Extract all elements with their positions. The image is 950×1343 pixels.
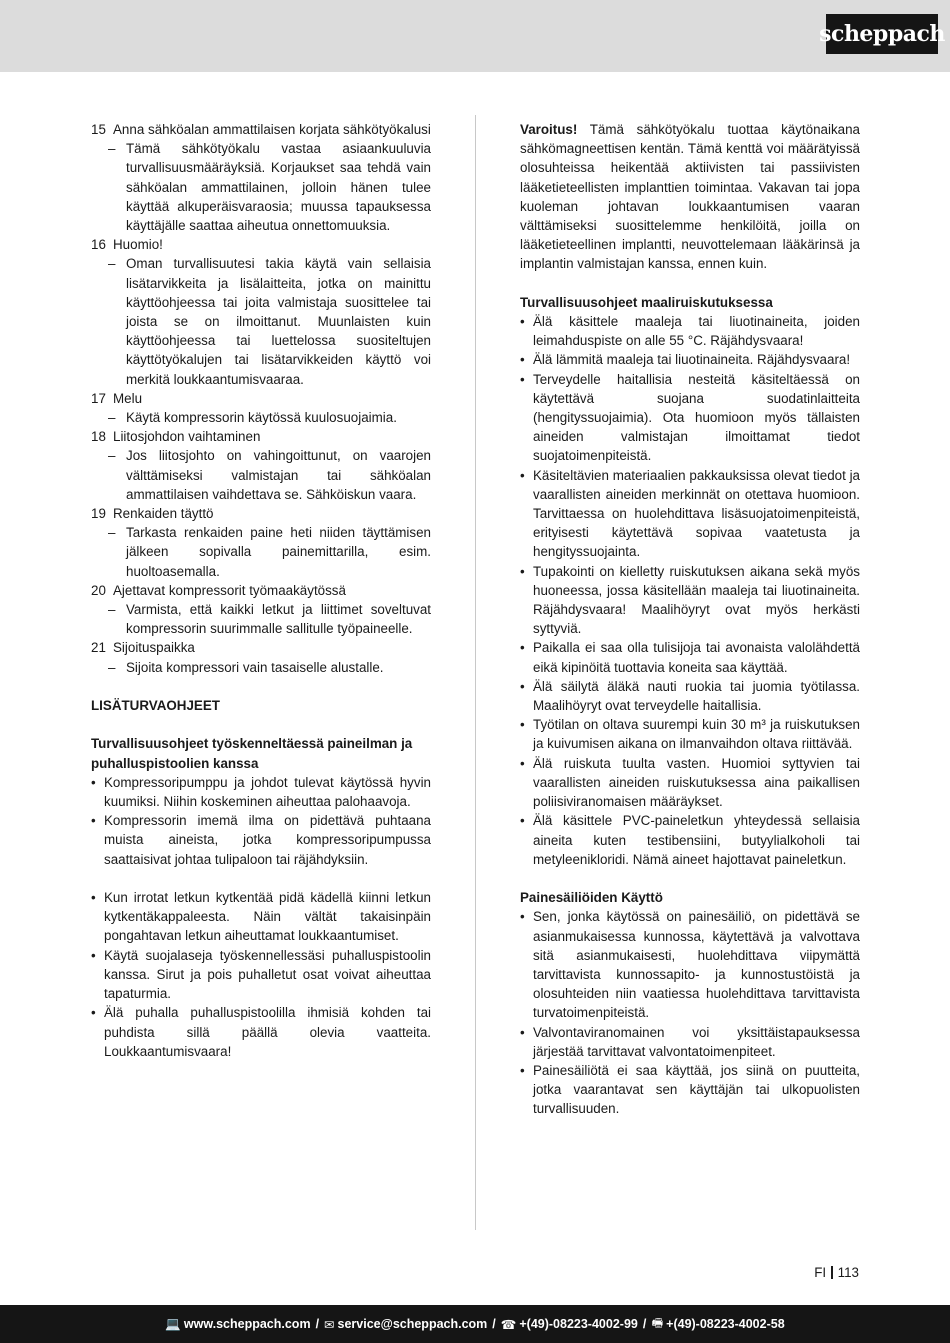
left-column xyxy=(91,120,431,1061)
list-item-20: 20 Ajettavat kompressorit työmaakäytössä xyxy=(91,582,346,598)
right-column xyxy=(520,120,860,1119)
bullet-item: • Kompressorin imemä ilma on pidettävä puhtaana muista aineista, jotka kompressoripumpussa saattaisivat johtaa tulipaloon tai räjähdyksiin. xyxy=(91,813,431,867)
column-divider xyxy=(475,115,476,1230)
list-item-17: 17 Melu xyxy=(91,390,143,406)
bullet-item: • Kun irrotat letkun kytkentää pidä kädellä kiinni letkun kytkentäkappaleesta. Näin vältät takaisinpäin pongahtavan letkun aiheuttamat loukkaantumiset. xyxy=(91,890,431,944)
bullet-item: • Älä käsittele maaleja tai liuotinaineita, joiden leimahduspiste on alle 55 °C. Räjähdysvaara! xyxy=(520,314,860,349)
bullet-item: • Painesäiliötä ei saa käyttää, jos siinä on puutteita, jotka vaarantavat sen käyttäjän tai ulkopuolisten turvallisuuden. xyxy=(520,1062,860,1117)
sub-item: – Sijoita kompressori vain tasaiselle alustalle. xyxy=(108,659,384,675)
warning-label: Varoitus! xyxy=(520,122,578,137)
footer-website[interactable]: www.scheppach.com xyxy=(183,1317,311,1331)
sub-item: – Jos liitosjohto on vahingoittunut, on vaarojen välttämiseksi valmistajan tai sähköalan ammattilaisen vaihdettava se. Sähköiskun vaara. xyxy=(108,448,431,502)
sub-item: – Tarkasta renkaiden paine heti niiden täyttämisen jälkeen sopivalla painemittarilla, esim. huoltoasemalla. xyxy=(108,525,431,579)
bullet-item: • Käsiteltävien materiaalien pakkauksissa olevat tiedot ja vaarallisten aineiden merkinnät on otettava huomioon. Tarvittaessa on huolehdittava lisäsuojatoimenpiteistä, erityisesti käytettävä sopivaa vaatetusta ja hengityssuojainta. xyxy=(520,467,860,560)
phone-icon: ☎ xyxy=(500,1317,517,1332)
sub-item: – Oman turvallisuutesi takia käytä vain sellaisia lisätarvikkeita ja lisälaitteita, jotka on mainittu käyttöohjeessa tai joita valmistaja suosittelee tai joista se on ilmoittanut. Muunlaisten kuin käyttöohjeessa tai luettelossa suositeltujen käyttötyökalujen tai lisätarvikkeiden käyttö voi merkitä loukkaantumisvaaraa. xyxy=(108,256,431,387)
list-item-18: 18 Liitosjohdon vaihtaminen xyxy=(91,429,261,445)
bullet-item: • Työtilan on oltava suurempi kuin 30 m³ ja ruiskutuksen ja kuivumisen aikana on ilmanvaihdon oltava riittävää. xyxy=(520,717,860,752)
list-item-16: 16 Huomio! xyxy=(91,237,163,253)
list-item-21: 21 Sijoituspaikka xyxy=(91,640,195,656)
sub-item: – Käytä kompressorin käytössä kuulosuojaimia. xyxy=(108,410,397,426)
bullet-item: • Tupakointi on kielletty ruiskutuksen aikana sekä myös huoneessa, jossa käsitellään maaleja tai liuotinaineita. Räjähdysvaara! Maalihöyryt ovat myös herkästi syttyviä. xyxy=(520,563,860,637)
list-item-15: 15 Anna sähköalan ammattilaisen korjata sähkötyökalusi xyxy=(91,122,431,137)
bullet-item: • Älä puhalla puhalluspistoolilla ihmisiä kohden tai puhdista sillä päällä olevia vaatteita. Loukkaantumisvaara! xyxy=(91,1005,431,1059)
scheppach-logo: scheppach xyxy=(826,14,938,54)
warning-paragraph: Varoitus! Tämä sähkötyökalu tuottaa käytönaikana sähkömagneettisen kentän. Tämä kenttä voi määrätyissä olosuhteissa heikentää aktiivisten tai passiivisten lääketieteellisten implanttien toimintaa. Vakavan tai jopa kuoleman johtavan loukkaantumisen vaaran välttämiseksi suosittelemme henkilöitä, joilla on lääketieteellinen implantti, neuvottelemaan lääkärinsä ja implantin valmistajan kanssa, ennen kuin. xyxy=(520,122,860,272)
bullet-item: • Älä lämmitä maaleja tai liuotinaineita. Räjähdysvaara! xyxy=(520,352,851,368)
bullet-item: • Paikalla ei saa olla tulisijoja tai avonaista valolähdettä eikä kipinöitä tuottavia koneita saa käyttää. xyxy=(520,640,860,675)
computer-icon: 💻 xyxy=(165,1316,181,1331)
subsection-heading: Painesäiliöiden Käyttö xyxy=(520,890,663,906)
list-item-19: 19 Renkaiden täyttö xyxy=(91,506,214,522)
fax-icon: 🖷 xyxy=(651,1315,664,1330)
footer-phone: +(49)-08223-4002-99 xyxy=(519,1317,638,1331)
bullet-item: • Älä käsittele PVC-paineletkun yhteydessä sellaisia aineita kuten testibensiini, butyylialkoholi tai metyleenikloridi. Nämä aineet hajottavat paineletkun. xyxy=(520,813,860,867)
footer-fax: +(49)-08223-4002-58 xyxy=(666,1317,785,1331)
bullet-item: • Valvontaviranomainen voi yksittäistapauksessa järjestää tarvittavat valvontatoimenpiteet. xyxy=(520,1024,860,1059)
language-code: FI xyxy=(814,1265,827,1280)
page-number xyxy=(814,1265,859,1280)
subsection-heading: Turvallisuusohjeet työskenneltäessä paineilman ja puhalluspistoolien kanssa xyxy=(91,736,413,771)
footer-bar: 💻 www.scheppach.com / ✉ service@scheppach.com / ☎ +(49)-08223-4002-99 / 🖷 +(49)-08223-4002-58 xyxy=(0,1305,950,1343)
sub-item: – Varmista, että kaikki letkut ja liittimet soveltuvat kompressorin suurimmalle sallitulle työpaineelle. xyxy=(108,602,431,637)
section-heading: LISÄTURVAOHJEET xyxy=(91,698,220,714)
page-number-value: 113 xyxy=(837,1265,859,1280)
subsection-heading: Turvallisuusohjeet maaliruiskutuksessa xyxy=(520,294,773,310)
bullet-item: • Käytä suojalaseja työskennellessäsi puhalluspistoolin kanssa. Sirut ja pois puhalletut osat voivat aiheuttaa tapaturmia. xyxy=(91,947,431,1002)
mail-icon: ✉ xyxy=(324,1317,335,1332)
bullet-item: • Älä ruiskuta tuulta vasten. Huomioi syttyvien tai vaarallisten aineiden ruiskutuksessa aina paikallisen poliisiviranomaisen määräykset. xyxy=(520,755,860,810)
bullet-item: • Sen, jonka käytössä on painesäiliö, on pidettävä se asianmukaisessa kunnossa, käytettävä ja valvottava sitä asianmukaisesti, huolehdittava viipymättä tarvittavista kunnossapito- ja kunnostustöistä ja olosuhteiden niin vaatiessa huolehdittava tarvittavista turvatoimenpiteistä. xyxy=(520,909,860,1021)
sub-item: – Tämä sähkötyökalu vastaa asiaankuuluvia turvallisuusmääräyksiä. Korjaukset saa tehdä vain sähköalan ammattilainen, jolloin hänen tulee käyttää alkuperäisvaraosia; muussa tapauksessa käyttäjälle saattaa aiheutua onnettomuuksia. xyxy=(108,141,431,234)
header-bar xyxy=(0,0,950,72)
bullet-item: • Älä säilytä äläkä nauti ruokia tai juomia työtilassa. Maalihöyryt ovat terveydelle haitallisia. xyxy=(520,678,860,714)
bullet-item: • Kompressoripumppu ja johdot tulevat käytössä hyvin kuumiksi. Niihin koskeminen aiheuttaa palohaavoja. xyxy=(91,774,431,810)
page-separator xyxy=(831,1266,833,1279)
bullet-item: • Terveydelle haitallisia nesteitä käsiteltäessä on käytettävä suojana suodatinlaitteita (hengityssuojaimia). Ota huomioon myös tällaisten aineiden valmistajan ilmoittamat tiedot suojatoimenpiteistä. xyxy=(520,371,860,464)
footer-email[interactable]: service@scheppach.com xyxy=(337,1317,488,1331)
